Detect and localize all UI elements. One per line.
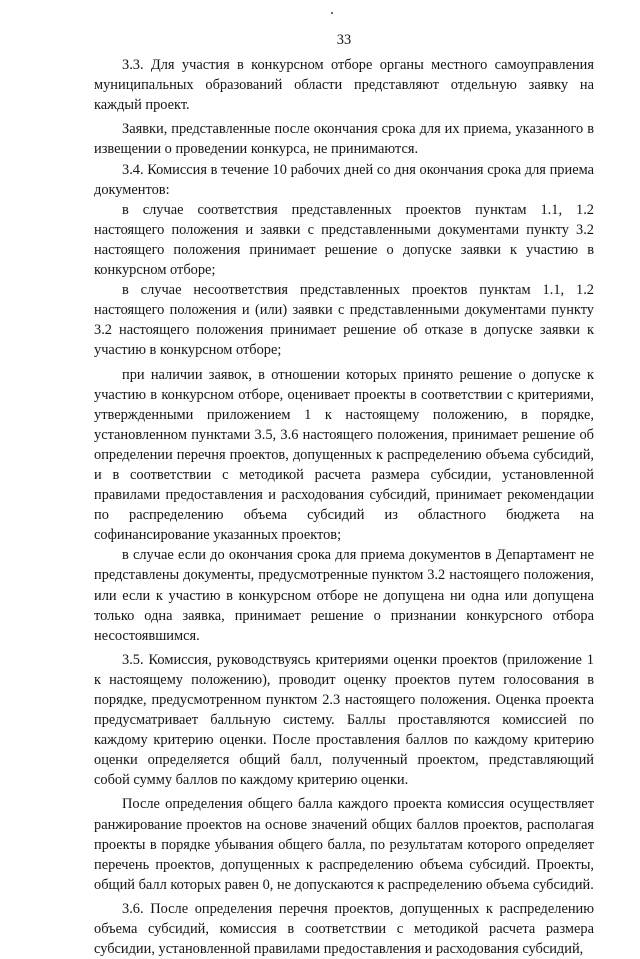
paragraph-3-3: 3.3. Для участия в конкурсном отборе органы местного самоуправления муниципальных образований области представляют отдельную заявку на каждый проект. bbox=[94, 57, 594, 114]
paragraph-3-4-evaluation: при наличии заявок, в отношении которых принято решение о допуске к участию в конкурсном отборе, оценивает проекты в соответствии с критериями, утвержденными приложением 1 к настоящему положению, в порядке, установленном пунктами 3.5, 3.6 настоящего положения, принимает решение об определении перечня проектов, допущенных к распределению объема субсидий, и в соответствии с методикой расчета размера субсидии, установленной правилами предоставления и расходования субсидий, принимает рекомендации по распределению объема субсидий из областного бюджета на софинансирование указанных проектов; bbox=[94, 366, 594, 544]
paragraph-3-4-admission: в случае соответствия представленных проектов пунктам 1.1, 1.2 настоящего положения и заявки с представленными документами пункту 3.2 настоящего положения принимает решение о допуске заявки к участию в конкурсном отборе; bbox=[94, 201, 594, 279]
paragraph-ranking: После определения общего балла каждого проекта комиссия осуществляет ранжирование проектов на основе значений общих баллов проектов, располагая проекты в порядке убывания общего балла, по результатам которого определяет перечень проектов, допущенных к распределению объема субсидий. Проекты, общий балл которых равен 0, не допускаются к распределению объема субсидий. bbox=[94, 796, 594, 893]
scan-speck bbox=[331, 12, 333, 14]
document-page bbox=[94, 30, 594, 959]
page-number: 33 bbox=[336, 32, 352, 48]
paragraph-3-6: 3.6. После определения перечня проектов, допущенных к распределению объема субсидий, комиссия в соответствии с методикой расчета размера субсидии, установленной правилами предоставления и расходования субсидий, bbox=[94, 900, 594, 958]
paragraph-3-5: 3.5. Комиссия, руководствуясь критериями оценки проектов (приложение 1 к настоящему положению), проводит оценку проектов путем голосования в порядке, предусмотренном пунктом 2.3 настоящего положения. Оценка проекта предусматривает балльную систему. Баллы проставляются комиссией по каждому критерию оценки. После проставления баллов по каждому критерию оценки определяется общий балл, полученный проектом, представляющий собой сумму баллов по каждому критерию оценки. bbox=[94, 651, 594, 789]
paragraph-3-4-refusal: в случае несоответствия представленных проектов пунктам 1.1, 1.2 настоящего положения и (или) заявки с представленными документами пункту 3.2 настоящего положения принимает решение об отказе в допуске заявки к участию в конкурсном отборе; bbox=[94, 282, 594, 359]
paragraph-late-applications: Заявки, представленные после окончания срока для их приема, указанного в извещении о проведении конкурса, не принимаются. bbox=[94, 121, 594, 158]
paragraph-3-4-failed-selection: в случае если до окончания срока для приема документов в Департамент не представлены документы, предусмотренные пунктом 3.2 настоящего положения, или если к участию в конкурсном отборе не допущена ни одна или допущена только одна заявка, принимает решение о признании конкурсного отбора несостоявшимся. bbox=[94, 547, 594, 644]
paragraph-3-4: 3.4. Комиссия в течение 10 рабочих дней со дня окончания срока для приема документов: bbox=[94, 161, 594, 198]
